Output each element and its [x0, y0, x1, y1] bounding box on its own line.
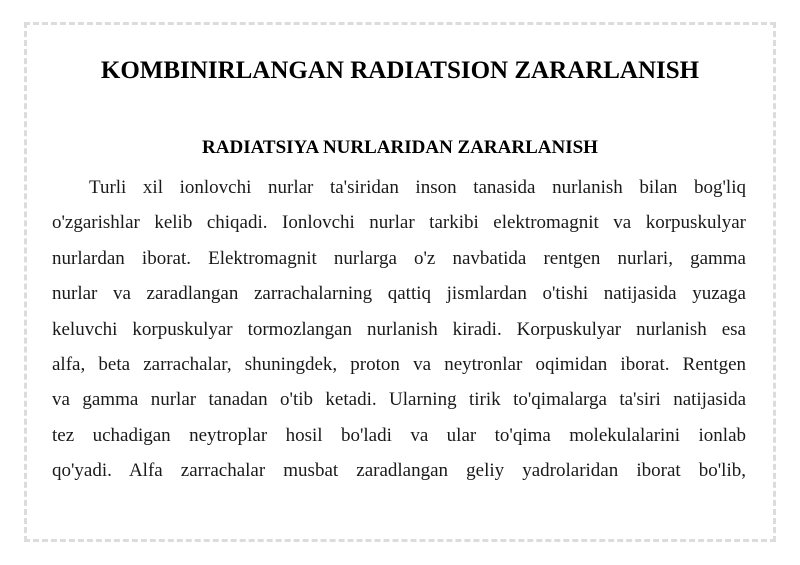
paragraph-line: va gamma nurlar tanadan o'tib ketadi. Ularning tirik to'qimalarga ta'siri natijasida	[52, 389, 746, 411]
body-paragraph	[52, 170, 746, 489]
paragraph-line: o'zgarishlar kelib chiqadi. Ionlovchi nurlar tarkibi elektromagnit va korpuskulyar	[52, 212, 746, 234]
paragraph-line: keluvchi korpuskulyar tormozlangan nurlanish kiradi. Korpuskulyar nurlanish esa	[52, 318, 746, 340]
paragraph-line: nurlardan iborat. Elektromagnit nurlarga o'z navbatida rentgen nurlari, gamma	[52, 247, 746, 269]
paragraph-line: alfa, beta zarrachalar, shuningdek, proton va neytronlar oqimidan iborat. Rentgen	[52, 353, 746, 375]
paragraph-line: nurlar va zaradlangan zarrachalarning qattiq jismlardan o'tishi natijasida yuzaga	[52, 283, 746, 305]
paragraph-line: qo'yadi. Alfa zarrachalar musbat zaradlangan geliy yadrolaridan iborat bo'lib,	[52, 460, 746, 482]
document-title: KOMBINIRLANGAN RADIATSION ZARARLANISH	[100, 57, 700, 84]
paragraph-line: tez uchadigan neytroplar hosil bo'ladi va ular to'qima molekulalarini ionlab	[52, 424, 746, 446]
paragraph-line: Turli xil ionlovchi nurlar ta'siridan inson tanasida nurlanish bilan bog'liq	[89, 177, 746, 198]
section-heading: RADIATSIYA NURLARIDAN ZARARLANISH	[202, 137, 598, 158]
